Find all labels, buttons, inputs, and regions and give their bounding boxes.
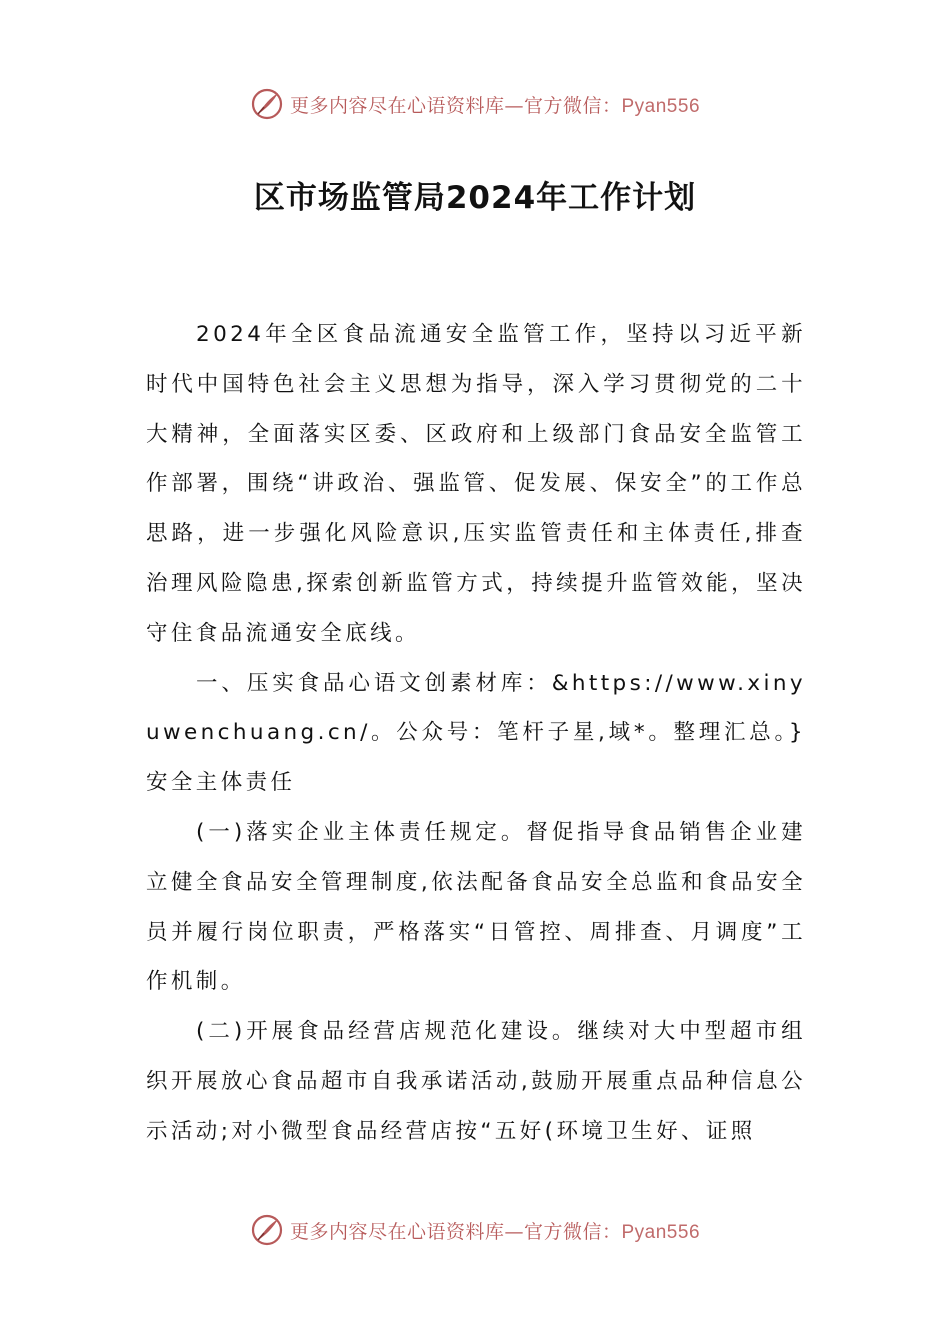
header-banner-text: 更多内容尽在心语资料库—官方微信：Pyan556 [289, 94, 701, 117]
paragraph-intro: 2024年全区食品流通安全监管工作，坚持以习近平新时代中国特色社会主义思想为指导，深入学习贯彻党的二十大精神，全面落实区委、区政府和上级部门食品安全监管工作部署，围绕“讲政治、强监管、促发展、保安全”的工作总思路，进一步强化风险意识,压实监管责任和主体责任,排查治理风险隐患,探索创新监管方式，持续提升监管效能，坚决守住食品流通安全底线。 [146, 322, 806, 646]
paragraph-section-1-heading: 一、压实食品心语文创素材库：&https://www.xinyuwenchuang.cn/。公众号：笔杆子星,域*。整理汇总。}安全主体责任 [146, 670, 806, 796]
feather-pen-logo-icon [250, 1213, 284, 1247]
feather-pen-logo-icon [250, 87, 284, 121]
paragraph-item-2: (二)开展食品经营店规范化建设。继续对大中型超市组织开展放心食品超市自我承诺活动,鼓励开展重点品种信息公示活动;对小微型食品经营店按“五好(环境卫生好、证照 [146, 1019, 806, 1144]
footer-banner-text: 更多内容尽在心语资料库—官方微信：Pyan556 [289, 1220, 701, 1243]
header-banner [0, 84, 950, 124]
document-body [146, 310, 806, 1157]
document-title: 区市场监管局2024年工作计划 [253, 180, 697, 216]
footer-wechat-id: Pyan556 [621, 1221, 701, 1243]
header-wechat-id: Pyan556 [621, 95, 701, 117]
footer-banner [0, 1210, 950, 1250]
paragraph-item-1: (一)落实企业主体责任规定。督促指导食品销售企业建立健全食品安全管理制度,依法配备食品安全总监和食品安全员并履行岗位职责，严格落实“日管控、周排查、月调度”工作机制。 [146, 819, 806, 995]
